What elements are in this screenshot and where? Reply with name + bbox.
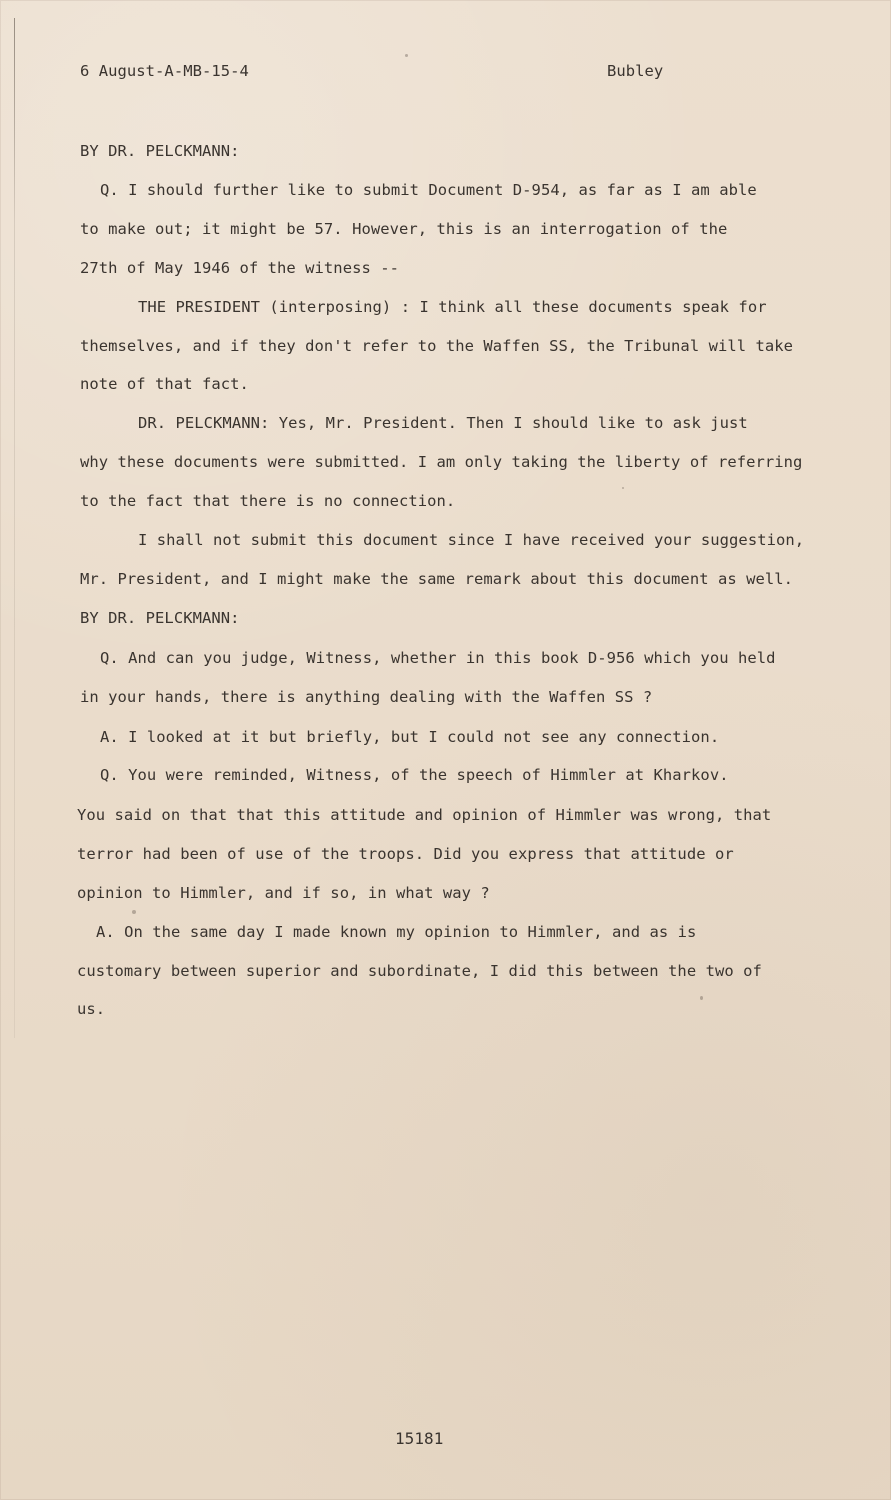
header-reference: 6 August-A-MB-15-4	[80, 62, 249, 80]
paper-speck	[622, 487, 624, 489]
body-line-10: to the fact that there is no connection.	[80, 492, 456, 510]
body-line-12: Mr. President, and I might make the same remark about this document as well.	[80, 570, 794, 588]
body-line-18: You said on that that this attitude and opinion of Himmler was wrong, that	[77, 806, 772, 824]
header-name: Bubley	[607, 62, 664, 80]
paper-speck	[132, 910, 136, 914]
body-line-4: 27th of May 1946 of the witness --	[80, 259, 399, 277]
body-line-2: Q. I should further like to submit Document D-954, as far as I am able	[100, 181, 757, 199]
body-line-15: in your hands, there is anything dealing with the Waffen SS ?	[80, 688, 653, 706]
page-number: 15181	[395, 1429, 444, 1448]
body-line-5: THE PRESIDENT (interposing) : I think all these documents speak for	[138, 298, 767, 316]
body-line-14: Q. And can you judge, Witness, whether in this book D-956 which you held	[100, 649, 776, 667]
body-line-11: I shall not submit this document since I have received your suggestion,	[138, 531, 805, 549]
body-line-17: Q. You were reminded, Witness, of the speech of Himmler at Kharkov.	[100, 766, 729, 784]
body-line-6: themselves, and if they don't refer to the Waffen SS, the Tribunal will take	[80, 337, 794, 355]
body-line-7: note of that fact.	[80, 375, 249, 393]
body-line-13: BY DR. PELCKMANN:	[80, 609, 240, 627]
body-line-1: BY DR. PELCKMANN:	[80, 142, 240, 160]
body-line-9: why these documents were submitted. I am only taking the liberty of referring	[80, 453, 803, 471]
body-line-23: us.	[77, 1000, 106, 1018]
body-line-22: customary between superior and subordinate, I did this between the two of	[77, 962, 762, 980]
body-line-3: to make out; it might be 57. However, this is an interrogation of the	[80, 220, 728, 238]
paper-speck	[700, 996, 703, 1000]
body-line-8: DR. PELCKMANN: Yes, Mr. President. Then I should like to ask just	[138, 414, 748, 432]
body-line-20: opinion to Himmler, and if so, in what way ?	[77, 884, 490, 902]
body-line-16: A. I looked at it but briefly, but I could not see any connection.	[100, 728, 720, 746]
paper-speck	[405, 54, 408, 57]
body-line-21: A. On the same day I made known my opinion to Himmler, and as is	[96, 923, 697, 941]
body-line-19: terror had been of use of the troops. Did you express that attitude or	[77, 845, 734, 863]
